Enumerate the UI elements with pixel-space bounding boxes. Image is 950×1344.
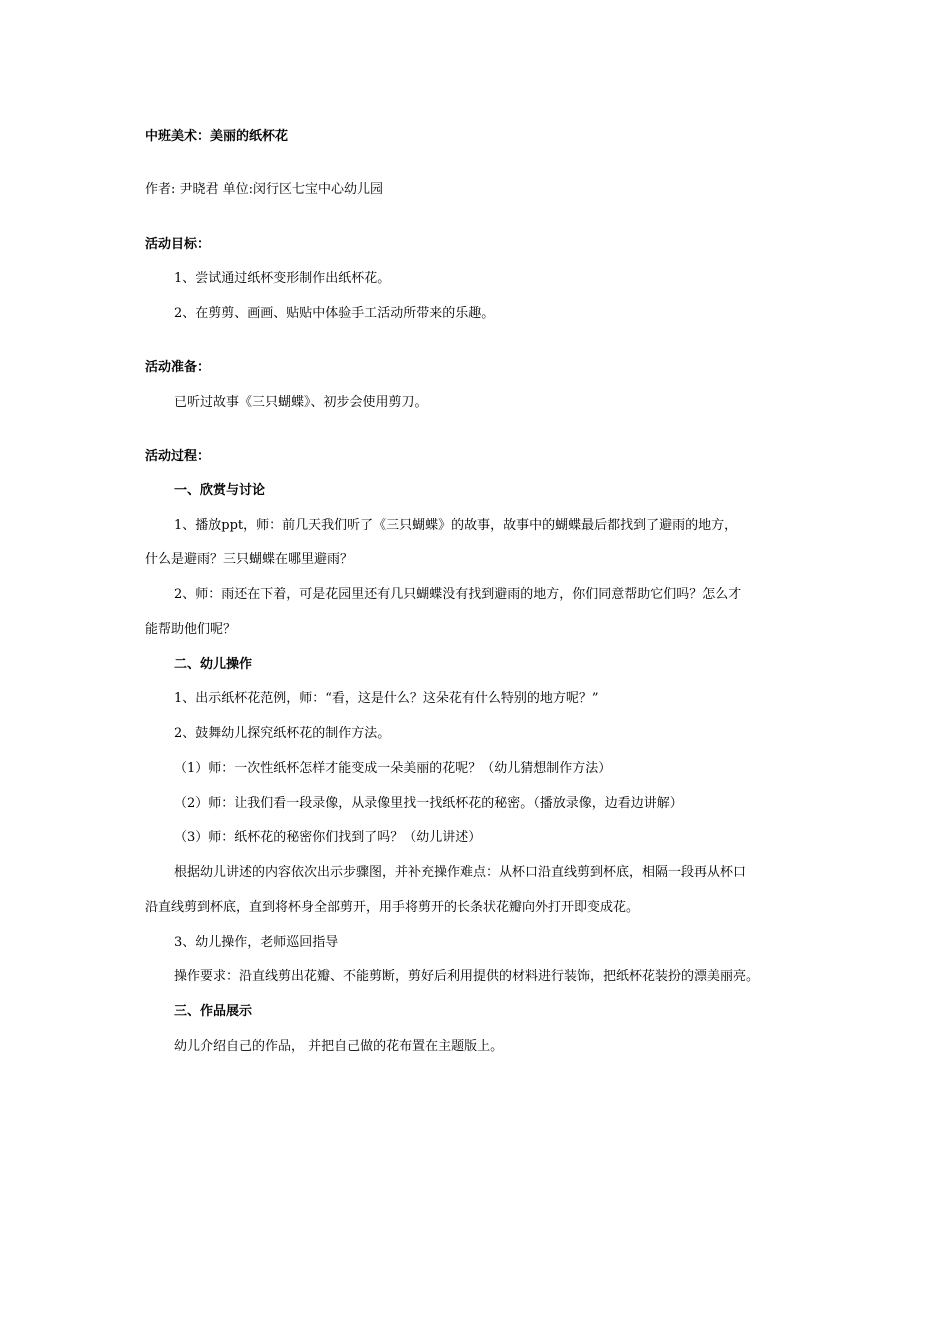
section1-item2-line2: 能帮助他们呢？ (145, 622, 237, 637)
section2-item2: 2、鼓舞幼儿探究纸杯花的制作方法。 (174, 726, 391, 741)
preparation-heading: 活动准备： (145, 360, 211, 375)
section2-para-line1: 根据幼儿讲述的内容依次出示步骤图，并补充操作难点：从杯口沿直线剪到杯底，相隔一段再从杯口 (174, 865, 747, 880)
goals-heading: 活动目标： (145, 237, 211, 252)
process-heading: 活动过程： (145, 449, 211, 464)
section2-requirement: 操作要求：沿直线剪出花瓣、不能剪断，剪好后利用提供的材料进行装饰，把纸杯花装扮的漂美丽亮。 (174, 969, 760, 984)
section2-sub2: （2）师：让我们看一段录像，从录像里找一找纸杯花的秘密。（播放录像，边看边讲解） (174, 796, 683, 811)
section2-item1: 1、出示纸杯花范例，师：“看，这是什么？这朵花有什么特别的地方呢？” (174, 691, 599, 706)
goal-item-2: 2、在剪剪、画画、贴贴中体验手工活动所带来的乐趣。 (174, 306, 495, 321)
section3-text: 幼儿介绍自己的作品， 并把自己做的花布置在主题版上。 (174, 1039, 504, 1054)
section1-item1-line1: 1、播放ppt，师：前几天我们听了《三只蝴蝶》的故事，故事中的蝴蝶最后都找到了避雨的地方， (174, 518, 738, 533)
section2-sub1: （1）师：一次性纸杯怎样才能变成一朵美丽的花呢？（幼儿猜想制作方法） (174, 761, 612, 776)
document-title: 中班美术：美丽的纸杯花 (145, 129, 289, 144)
section1-heading: 一、欣赏与讨论 (174, 483, 266, 498)
section3-heading: 三、作品展示 (174, 1004, 253, 1019)
author-line: 作者: 尹晓君 单位:闵行区七宝中心幼儿园 (145, 182, 384, 197)
section1-item1-line2: 什么是避雨？三只蝴蝶在哪里避雨？ (145, 552, 354, 567)
section2-heading: 二、幼儿操作 (174, 657, 253, 672)
preparation-text: 已听过故事《三只蝴蝶》、初步会使用剪刀。 (174, 395, 428, 410)
goal-item-1: 1、尝试通过纸杯变形制作出纸杯花。 (174, 271, 391, 286)
section2-para-line2: 沿直线剪到杯底，直到将杯身全部剪开，用手将剪开的长条状花瓣向外打开即变成花。 (145, 900, 640, 915)
section2-sub3: （3）师：纸杯花的秘密你们找到了吗？（幼儿讲述） (174, 830, 482, 845)
section2-item3: 3、幼儿操作，老师巡回指导 (174, 935, 339, 950)
section1-item2-line1: 2、师：雨还在下着，可是花园里还有几只蝴蝶没有找到避雨的地方，你们同意帮助它们吗？怎么才 (174, 587, 742, 602)
